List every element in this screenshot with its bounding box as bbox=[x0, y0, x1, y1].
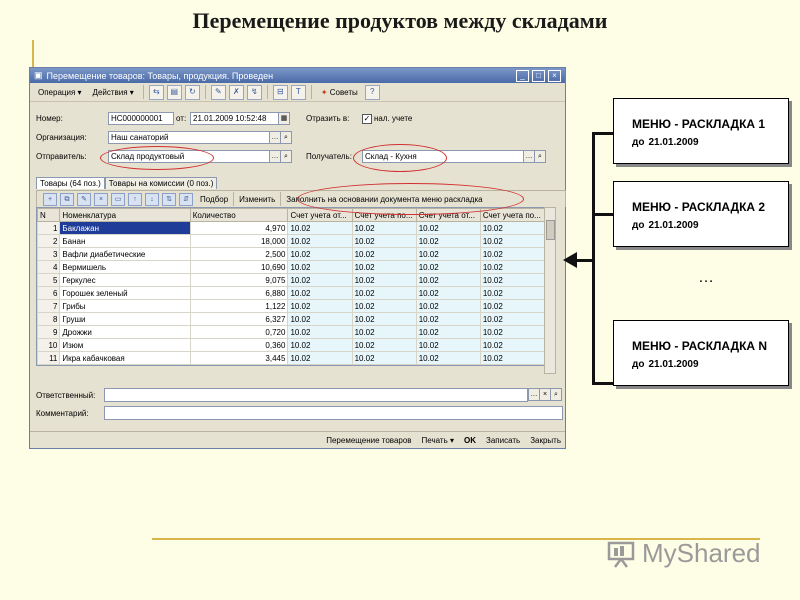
nomenclature-cell[interactable]: Вафли диабетические bbox=[60, 248, 190, 261]
close-button[interactable]: Закрыть bbox=[530, 435, 561, 445]
nomenclature-cell[interactable]: Изюм bbox=[60, 339, 190, 352]
account-sender-cell[interactable]: 10.02 bbox=[288, 339, 352, 352]
account-receiver-2-cell[interactable]: 10.02 bbox=[480, 339, 544, 352]
nomenclature-cell[interactable]: Груши bbox=[60, 313, 190, 326]
select-button[interactable]: … bbox=[269, 150, 281, 163]
menu-layout-date: до 21.01.2009 bbox=[632, 359, 699, 370]
window-bottom-bar bbox=[30, 431, 565, 448]
account-sender-cell[interactable]: 10.02 bbox=[288, 235, 352, 248]
edit-row-icon[interactable]: ✎ bbox=[77, 193, 91, 206]
select-button[interactable]: … bbox=[523, 150, 535, 163]
structure-icon[interactable]: ⊟ bbox=[273, 85, 288, 100]
row-number-cell[interactable]: 4 bbox=[38, 261, 60, 274]
toolbar-separator bbox=[233, 192, 234, 206]
account-receiver-2-cell[interactable]: 10.02 bbox=[480, 248, 544, 261]
fill-from-menu-button[interactable]: Заполнить на основании документа меню раскладка bbox=[286, 194, 483, 204]
menu-layout-card-1 bbox=[613, 98, 789, 164]
account-receiver-2-cell[interactable]: 10.02 bbox=[480, 235, 544, 248]
window-titlebar bbox=[30, 68, 565, 83]
row-number-cell[interactable]: 7 bbox=[38, 300, 60, 313]
account-receiver-cell[interactable]: 10.02 bbox=[416, 300, 480, 313]
window-title: Перемещение товаров: Товары, продукция. Проведен bbox=[46, 70, 274, 81]
account-receiver-cell[interactable]: 10.02 bbox=[416, 222, 480, 235]
document-window bbox=[29, 67, 566, 449]
row-number-cell[interactable]: 3 bbox=[38, 248, 60, 261]
organization-label: Организация: bbox=[36, 133, 87, 142]
account-receiver-2-cell[interactable]: 10.02 bbox=[480, 313, 544, 326]
organization-field[interactable]: Наш санаторий bbox=[108, 131, 270, 144]
quantity-cell[interactable]: 2,500 bbox=[190, 248, 288, 261]
toolbar-separator bbox=[267, 85, 268, 99]
account-sender-2-cell[interactable]: 10.02 bbox=[352, 274, 416, 287]
account-receiver-cell[interactable]: 10.02 bbox=[416, 274, 480, 287]
window-icon: ▣ bbox=[34, 70, 43, 80]
advice-icon: ✦ bbox=[320, 87, 328, 97]
row-number-cell[interactable]: 1 bbox=[38, 222, 60, 235]
comment-field[interactable] bbox=[104, 406, 563, 420]
operation-menu[interactable]: Операция ▾ bbox=[38, 87, 82, 97]
nomenclature-cell[interactable]: Геркулес bbox=[60, 274, 190, 287]
menu-layout-title: МЕНЮ - РАСКЛАДКА 1 bbox=[632, 117, 766, 131]
tab-commission-goods[interactable]: Товары на комиссии (0 поз.) bbox=[105, 177, 218, 189]
account-sender-cell[interactable]: 10.02 bbox=[288, 352, 352, 365]
responsible-label: Ответственный: bbox=[36, 391, 96, 400]
table-scrollbar[interactable] bbox=[544, 207, 556, 374]
clear-icon[interactable]: × bbox=[539, 388, 551, 401]
menu-layout-card-2 bbox=[613, 181, 789, 247]
row-number-cell[interactable]: 8 bbox=[38, 313, 60, 326]
presentation-board-icon bbox=[606, 539, 636, 569]
table-row[interactable] bbox=[38, 287, 545, 300]
account-receiver-2-cell[interactable]: 10.02 bbox=[480, 261, 544, 274]
account-sender-2-cell[interactable]: 10.02 bbox=[352, 352, 416, 365]
account-receiver-2-cell[interactable]: 10.02 bbox=[480, 274, 544, 287]
receiver-label: Получатель: bbox=[306, 152, 352, 161]
row-number-cell[interactable]: 10 bbox=[38, 339, 60, 352]
toolbar-separator bbox=[311, 85, 312, 99]
table-row[interactable] bbox=[38, 261, 545, 274]
table-row[interactable] bbox=[38, 222, 545, 235]
account-receiver-2-cell[interactable]: 10.02 bbox=[480, 300, 544, 313]
column-header-account-receiver-2[interactable]: Счет учета по... bbox=[480, 209, 544, 222]
account-sender-2-cell[interactable]: 10.02 bbox=[352, 313, 416, 326]
account-sender-cell[interactable]: 10.02 bbox=[288, 313, 352, 326]
quantity-cell[interactable]: 3,445 bbox=[190, 352, 288, 365]
account-sender-2-cell[interactable]: 10.02 bbox=[352, 300, 416, 313]
quantity-cell[interactable]: 0,360 bbox=[190, 339, 288, 352]
account-sender-cell[interactable]: 10.02 bbox=[288, 287, 352, 300]
text-icon[interactable]: T bbox=[291, 85, 306, 100]
column-header-quantity[interactable]: Количество bbox=[190, 209, 288, 222]
date-from-label: от: bbox=[176, 114, 187, 123]
arrow-left-icon bbox=[563, 252, 577, 268]
column-header-account-sender-2[interactable]: Счет учета по... bbox=[352, 209, 416, 222]
table-body bbox=[38, 222, 545, 365]
table-row[interactable] bbox=[38, 352, 545, 365]
receiver-highlight-ellipse bbox=[353, 144, 447, 172]
account-receiver-cell[interactable]: 10.02 bbox=[416, 313, 480, 326]
navigate-icon[interactable]: ⇆ bbox=[149, 85, 164, 100]
account-sender-2-cell[interactable]: 10.02 bbox=[352, 248, 416, 261]
account-receiver-2-cell[interactable]: 10.02 bbox=[480, 352, 544, 365]
selection-button[interactable]: Подбор bbox=[200, 194, 229, 204]
account-sender-cell[interactable]: 10.02 bbox=[288, 248, 352, 261]
toolbar-separator bbox=[280, 192, 281, 206]
row-number-cell[interactable]: 5 bbox=[38, 274, 60, 287]
sort-desc-icon[interactable]: ⇵ bbox=[179, 193, 193, 206]
account-sender-cell[interactable]: 10.02 bbox=[288, 261, 352, 274]
table-row[interactable] bbox=[38, 235, 545, 248]
quantity-cell[interactable]: 10,690 bbox=[190, 261, 288, 274]
account-receiver-cell[interactable]: 10.02 bbox=[416, 235, 480, 248]
account-receiver-2-cell[interactable]: 10.02 bbox=[480, 222, 544, 235]
quantity-cell[interactable]: 18,000 bbox=[190, 235, 288, 248]
change-button[interactable]: Изменить bbox=[239, 194, 276, 204]
open-icon[interactable]: ⌕ bbox=[280, 150, 292, 163]
actions-menu[interactable]: Действия ▾ bbox=[92, 87, 134, 97]
myshared-logo bbox=[606, 538, 761, 569]
copy-row-icon[interactable]: ⧉ bbox=[60, 193, 74, 206]
toolbar-separator bbox=[143, 85, 144, 99]
quantity-cell[interactable]: 6,880 bbox=[190, 287, 288, 300]
quantity-cell[interactable]: 4,970 bbox=[190, 222, 288, 235]
account-receiver-cell[interactable]: 10.02 bbox=[416, 352, 480, 365]
account-sender-cell[interactable]: 10.02 bbox=[288, 326, 352, 339]
movements-icon[interactable]: ↯ bbox=[247, 85, 262, 100]
table-row[interactable] bbox=[38, 339, 545, 352]
account-sender-2-cell[interactable]: 10.02 bbox=[352, 326, 416, 339]
select-button[interactable]: … bbox=[269, 131, 281, 144]
number-field[interactable]: НС000000001 bbox=[108, 112, 174, 125]
nomenclature-cell[interactable]: Вермишель bbox=[60, 261, 190, 274]
menu-layout-card-n bbox=[613, 320, 789, 386]
add-row-icon[interactable]: + bbox=[43, 193, 57, 206]
bracket-arm-1 bbox=[592, 132, 614, 135]
tax-accounting-checkbox[interactable]: ✓ bbox=[363, 114, 371, 123]
calendar-icon[interactable]: ▦ bbox=[278, 112, 290, 125]
goods-table bbox=[36, 207, 546, 366]
account-sender-2-cell[interactable]: 10.02 bbox=[352, 222, 416, 235]
open-icon[interactable]: ⌕ bbox=[534, 150, 546, 163]
row-number-cell[interactable]: 11 bbox=[38, 352, 60, 365]
minimize-button[interactable]: _ bbox=[516, 70, 529, 82]
nomenclature-cell[interactable]: Грибы bbox=[60, 300, 190, 313]
arrow-shaft bbox=[576, 259, 594, 262]
account-sender-2-cell[interactable]: 10.02 bbox=[352, 235, 416, 248]
account-receiver-cell[interactable]: 10.02 bbox=[416, 287, 480, 300]
nomenclature-cell[interactable]: Банан bbox=[60, 235, 190, 248]
receiver-field[interactable]: Склад - Кухня bbox=[362, 150, 524, 163]
table-row[interactable] bbox=[38, 300, 545, 313]
document-icon[interactable]: ▤ bbox=[167, 85, 182, 100]
table-row[interactable] bbox=[38, 326, 545, 339]
select-button[interactable]: … bbox=[528, 388, 540, 401]
account-sender-2-cell[interactable]: 10.02 bbox=[352, 261, 416, 274]
table-row[interactable] bbox=[38, 248, 545, 261]
menu-layout-date: до 21.01.2009 bbox=[632, 137, 699, 148]
account-receiver-2-cell[interactable]: 10.02 bbox=[480, 287, 544, 300]
window-toolbar bbox=[30, 83, 565, 102]
menu-layout-title: МЕНЮ - РАСКЛАДКА N bbox=[632, 339, 768, 353]
move-up-icon[interactable]: ↑ bbox=[128, 193, 142, 206]
column-header-nomenclature[interactable]: Номенклатура bbox=[60, 209, 190, 222]
account-receiver-cell[interactable]: 10.02 bbox=[416, 248, 480, 261]
bracket-arm-3 bbox=[592, 382, 614, 385]
sender-highlight-ellipse bbox=[100, 146, 214, 170]
print-button[interactable]: Печать ▾ bbox=[421, 435, 454, 445]
row-number-cell[interactable]: 6 bbox=[38, 287, 60, 300]
nomenclature-cell[interactable]: Горошек зеленый bbox=[60, 287, 190, 300]
account-sender-2-cell[interactable]: 10.02 bbox=[352, 287, 416, 300]
bracket-vertical bbox=[592, 132, 595, 384]
logo-text: MyShared bbox=[642, 538, 761, 568]
row-number-cell[interactable]: 2 bbox=[38, 235, 60, 248]
slide-title: Перемещение продуктов между складами bbox=[192, 8, 608, 33]
ellipsis-text: … bbox=[698, 269, 714, 286]
quantity-cell[interactable]: 9,075 bbox=[190, 274, 288, 287]
table-row[interactable] bbox=[38, 313, 545, 326]
account-sender-cell[interactable]: 10.02 bbox=[288, 274, 352, 287]
quantity-cell[interactable]: 0,720 bbox=[190, 326, 288, 339]
reflect-label: Отразить в: bbox=[306, 114, 350, 123]
save-button[interactable]: Записать bbox=[486, 435, 521, 445]
account-receiver-2-cell[interactable]: 10.02 bbox=[480, 326, 544, 339]
column-header-account-sender[interactable]: Счет учета от... bbox=[288, 209, 352, 222]
date-field[interactable]: 21.01.2009 10:52:48 bbox=[190, 112, 279, 125]
maximize-button[interactable]: □ bbox=[532, 70, 545, 82]
open-icon[interactable]: ⌕ bbox=[280, 131, 292, 144]
close-window-button[interactable]: × bbox=[548, 70, 561, 82]
account-receiver-cell[interactable]: 10.02 bbox=[416, 326, 480, 339]
move-down-icon[interactable]: ↓ bbox=[145, 193, 159, 206]
tab-goods[interactable]: Товары (64 поз.) bbox=[36, 177, 105, 189]
tax-accounting-label: нал. учете bbox=[374, 114, 413, 123]
account-sender-2-cell[interactable]: 10.02 bbox=[352, 339, 416, 352]
responsible-field[interactable] bbox=[104, 388, 528, 402]
table-row[interactable] bbox=[38, 274, 545, 287]
quantity-cell[interactable]: 1,122 bbox=[190, 300, 288, 313]
end-edit-icon[interactable]: ▭ bbox=[111, 193, 125, 206]
document-printform-button[interactable]: Перемещение товаров bbox=[326, 435, 412, 445]
nomenclature-cell[interactable]: Баклажан bbox=[60, 222, 190, 235]
scrollbar-thumb[interactable] bbox=[546, 220, 555, 240]
menu-layout-date: до 21.01.2009 bbox=[632, 220, 699, 231]
refresh-icon[interactable]: ↻ bbox=[185, 85, 200, 100]
post-icon[interactable]: ✎ bbox=[211, 85, 226, 100]
open-icon[interactable]: ⌕ bbox=[550, 388, 562, 401]
tabs-bar bbox=[36, 177, 217, 189]
sender-field[interactable]: Склад продуктовый bbox=[108, 150, 270, 163]
account-receiver-cell[interactable]: 10.02 bbox=[416, 261, 480, 274]
delete-row-icon[interactable]: × bbox=[94, 193, 108, 206]
help-button[interactable]: ? bbox=[365, 85, 380, 100]
column-header-n[interactable]: N bbox=[38, 209, 60, 222]
sender-label: Отправитель: bbox=[36, 152, 87, 161]
number-label: Номер: bbox=[36, 114, 63, 123]
account-sender-cell[interactable]: 10.02 bbox=[288, 222, 352, 235]
ok-button[interactable]: OK bbox=[464, 435, 476, 445]
column-header-account-receiver[interactable]: Счет учета от... bbox=[416, 209, 480, 222]
toolbar-separator bbox=[205, 85, 206, 99]
unpost-icon[interactable]: ✗ bbox=[229, 85, 244, 100]
quantity-cell[interactable]: 6,327 bbox=[190, 313, 288, 326]
fill-button-highlight-ellipse bbox=[297, 183, 524, 215]
row-number-cell[interactable]: 9 bbox=[38, 326, 60, 339]
advice-button[interactable]: ✦ Советы bbox=[320, 87, 358, 97]
bracket-arm-2 bbox=[592, 213, 614, 216]
nomenclature-cell[interactable]: Дрожжи bbox=[60, 326, 190, 339]
nomenclature-cell[interactable]: Икра кабачковая bbox=[60, 352, 190, 365]
account-sender-cell[interactable]: 10.02 bbox=[288, 300, 352, 313]
sort-asc-icon[interactable]: ⇅ bbox=[162, 193, 176, 206]
menu-layout-title: МЕНЮ - РАСКЛАДКА 2 bbox=[632, 200, 766, 214]
comment-label: Комментарий: bbox=[36, 409, 89, 418]
account-receiver-cell[interactable]: 10.02 bbox=[416, 339, 480, 352]
